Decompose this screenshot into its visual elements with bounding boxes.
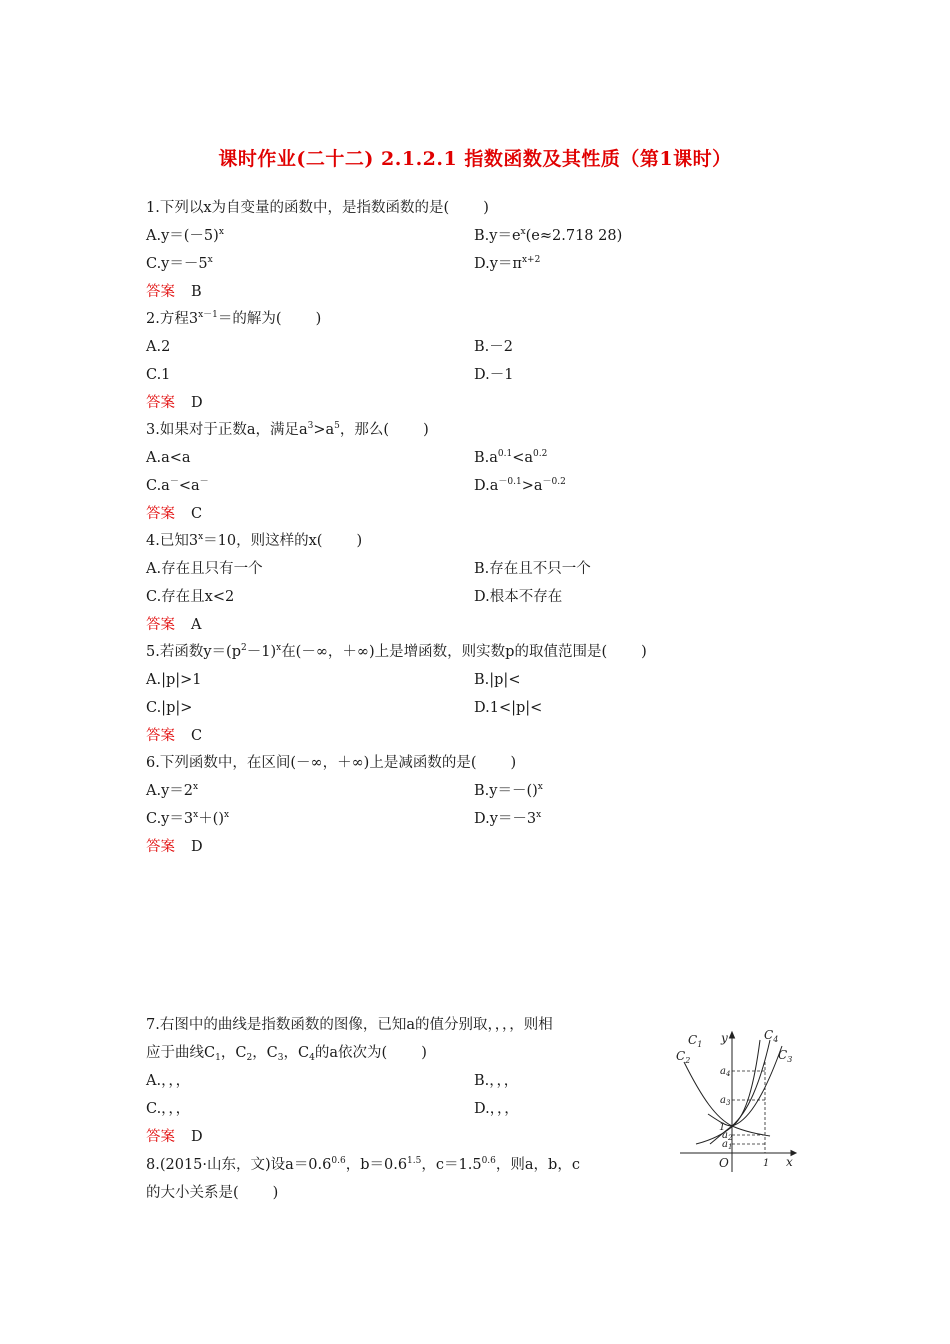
q3-option-a: A.a<a xyxy=(146,450,191,466)
q4-answer: 答案 A xyxy=(146,617,202,633)
label-a2: $a_2$ xyxy=(722,1130,733,1142)
q2-option-a: A.2 xyxy=(146,339,171,355)
label-c2: $C_2$ xyxy=(676,1049,691,1065)
q1-option-d: $D.y=\pi^{x+2}$ xyxy=(474,255,541,272)
q2-option-d: D.－1 xyxy=(474,367,514,383)
q4-option-c: C.存在且x<2 xyxy=(146,589,235,605)
label-one-y: 1 xyxy=(719,1122,726,1133)
q2-answer: 答案 D xyxy=(146,395,203,411)
label-a4: $a_4$ xyxy=(720,1066,731,1078)
q5-option-b: B.|p|< xyxy=(474,672,521,688)
q4-option-d: D.根本不存在 xyxy=(474,589,563,605)
y-axis-arrow xyxy=(730,1032,735,1038)
exponential-curves-figure xyxy=(672,1026,802,1174)
question-7-stem-line2: 应于曲线$C_1$，$C_2$，$C_3$，$C_4$的a依次为( ) xyxy=(146,1045,427,1063)
q3-option-b: $B.a^{0.1}<a^{0.2}$ xyxy=(474,449,548,466)
label-y-axis: y xyxy=(721,1031,728,1045)
q7-option-c: C.，，， xyxy=(146,1101,191,1117)
q3-option-d: $D.a^{-0.1}>a^{-0.2}$ xyxy=(474,477,566,494)
q7-answer: 答案 D xyxy=(146,1129,203,1145)
label-c4: $C_4$ xyxy=(764,1028,779,1044)
question-3-stem: 3.如果对于正数a，满足$a^3>a^5$，那么( ) xyxy=(146,421,429,438)
label-origin: O xyxy=(719,1156,729,1170)
q1-option-a: $A.y=(-5)^x$ xyxy=(146,227,224,244)
q6-option-b: B.y＝－()$^x$ xyxy=(474,782,543,799)
q1-answer: 答案 B xyxy=(146,284,202,300)
label-a1: $a_1$ xyxy=(722,1139,733,1151)
question-4-stem: 4.已知$3^x=10$，则这样的x( ) xyxy=(146,532,363,549)
q1-option-b: $B.y=e^x(e\approx 2.718$ 28) xyxy=(474,227,623,244)
q4-option-a: A.存在且只有一个 xyxy=(146,561,263,577)
curve-c3 xyxy=(708,1046,782,1126)
q6-option-a: $A.y=2^x$ xyxy=(146,782,199,799)
question-8-stem-line2: 的大小关系是( ) xyxy=(146,1185,279,1201)
question-6-stem: 6.下列函数中，在区间(－∞，＋∞)上是减函数的是( ) xyxy=(146,755,517,771)
question-5-stem: 5.若函数$y=(p^2-1)^x$在(－∞，＋∞)上是增函数，则实数p的取值范围是( ) xyxy=(146,643,647,660)
q4-option-b: B.存在且不只一个 xyxy=(474,561,591,577)
label-a3: $a_3$ xyxy=(720,1095,731,1107)
label-c3: $C_3$ xyxy=(778,1048,793,1064)
q5-option-c: C.|p|> xyxy=(146,700,193,716)
page-title: 课时作业(二十二) 2.1.2.1 指数函数及其性质（第1课时） xyxy=(218,148,732,170)
q7-option-a: A.，，， xyxy=(146,1073,191,1089)
q6-option-d: $D.y=-3^x$ xyxy=(474,810,542,827)
q2-option-c: C.1 xyxy=(146,367,171,383)
q3-answer: 答案 C xyxy=(146,506,203,522)
question-7-stem-line1: 7.右图中的曲线是指数函数的图像，已知a的值分别取，，，，则相 xyxy=(146,1017,553,1033)
label-c1: $C_1$ xyxy=(688,1033,703,1049)
q7-option-d: D.，，， xyxy=(474,1101,519,1117)
q5-option-d: D.1<|p|< xyxy=(474,700,543,716)
label-one-x: 1 xyxy=(763,1158,770,1169)
q1-option-c: $C.y=-5^x$ xyxy=(146,255,213,272)
q7-option-b: B.，，， xyxy=(474,1073,519,1089)
question-2-stem: 2.方程$3^{x-1}=$的解为( ) xyxy=(146,310,322,327)
q5-answer: 答案 C xyxy=(146,728,203,744)
q6-option-c: $C.y=3^x+()^x$ xyxy=(146,810,230,827)
question-1-stem: 1.下列以x为自变量的函数中，是指数函数的是( ) xyxy=(146,200,489,216)
question-8-stem-line1: 8.(2015·山东，文)设$a=0.6^{0.6}$，$b=0.6^{1.5}$，$c=1.5^{0.6}$，则a，b，c xyxy=(146,1156,580,1173)
q5-option-a: A.|p|>1 xyxy=(146,672,202,688)
q3-option-c: C.a－<a－ xyxy=(146,477,209,494)
q6-answer: 答案 D xyxy=(146,839,203,855)
q2-option-b: B.－2 xyxy=(474,339,513,355)
label-x-axis: x xyxy=(786,1155,793,1169)
